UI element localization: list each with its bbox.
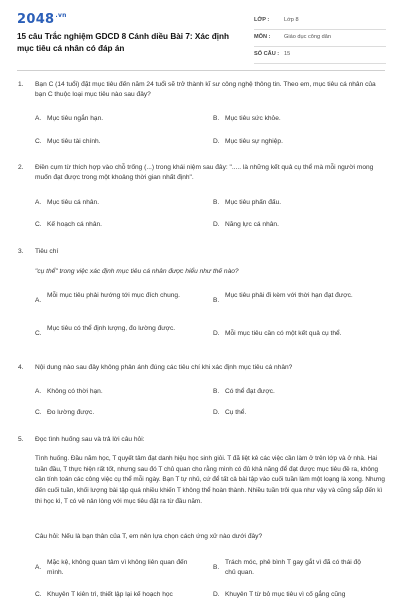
question-subtext: "cụ thể" trong việc xác định mục tiêu cá nhân được hiểu như thế nào? <box>35 268 239 275</box>
page-title: 15 câu Trắc nghiệm GDCD 8 Cánh diều Bài 7: Xác định mục tiêu cá nhân có đáp án <box>17 32 230 53</box>
option-text: Cụ thể. <box>225 409 247 416</box>
option-text: Mục tiêu ngắn hạn. <box>47 115 104 122</box>
option-text: Mỗi mục tiêu phải hướng tới mục đích chung. <box>47 292 180 299</box>
option-text: Đo lường được. <box>47 409 95 416</box>
option-text: Không có thời hạn. <box>47 388 103 395</box>
question-text: Bạn C (14 tuổi) đặt mục tiêu đến năm 24 tuổi sẽ trở thành kĩ sư công nghệ thông tin. Theo em, mục tiêu cá nhân của bạn C thuộc loại mục tiêu nào sau đây? <box>35 81 376 98</box>
option-text: Mục tiêu cá nhân. <box>47 199 100 206</box>
option-text: Mỗi mục tiêu cần có một kết quả cụ thể. <box>225 330 342 337</box>
meta-row-subject <box>254 30 386 47</box>
situation-question: Câu hỏi: Nếu là bạn thân của T, em nên lựa chọn cách ứng xử nào dưới đây? <box>35 533 263 540</box>
meta-row-class <box>254 13 386 30</box>
option-text: Khuyên T kiên trì, thiết lập lại kế hoạch học <box>47 591 173 598</box>
site-logo[interactable]: $2048^{.vn}$ <box>17 12 67 27</box>
option-label: D. <box>213 330 220 337</box>
option-text: Mục tiêu phải đi kèm với thời hạn đạt được. <box>225 292 353 299</box>
option-label: B. <box>213 388 220 395</box>
option-label: B. <box>213 297 220 304</box>
option-text: Trách móc, phê bình T gay gắt vì đã có thái độ chủ quan. <box>225 559 361 576</box>
option-text: Mục tiêu phấn đấu. <box>225 199 282 206</box>
question-number: 2. <box>18 164 24 171</box>
option-text: Mục tiêu sức khỏe. <box>225 115 281 122</box>
option-label: D. <box>213 409 220 416</box>
meta-value: Giáo dục công dân <box>284 34 331 40</box>
option-label: A. <box>35 388 42 395</box>
option-label: B. <box>213 564 220 571</box>
option-label: C. <box>35 409 42 416</box>
option-label: A. <box>35 115 42 122</box>
option-text: Năng lực cá nhân. <box>225 221 279 228</box>
option-text: Mục tiêu có thể định lượng, đo lường được. <box>47 325 176 332</box>
option-label: A. <box>35 199 42 206</box>
option-label: B. <box>213 115 220 122</box>
option-label: C. <box>35 221 42 228</box>
question-text: Điền cụm từ thích hợp vào chỗ trống (...) trong khái niệm sau đây: "..... là những kết quả cụ thể mà mỗi người mong muốn đạt được trong một khoảng thời gian nhất định". <box>35 164 374 181</box>
option-label: B. <box>213 199 220 206</box>
option-label: A. <box>35 564 42 571</box>
header-divider <box>17 70 385 71</box>
option-text: Có thể đạt được. <box>225 388 275 395</box>
option-text: Kế hoạch cá nhân. <box>47 221 102 228</box>
question-text: Đọc tình huống sau và trả lời câu hỏi: <box>35 436 145 443</box>
question-number: 1. <box>18 81 24 88</box>
question-number: 5. <box>18 436 24 443</box>
option-text: Mặc kệ, không quan tâm vì không liên quan đến mình. <box>47 559 188 576</box>
option-label: C. <box>35 330 42 337</box>
meta-label: LỚP : <box>254 17 270 23</box>
meta-label: MÔN : <box>254 34 271 40</box>
question-text: Nội dung nào sau đây không phản ánh đúng các tiêu chí khi xác định mục tiêu cá nhân? <box>35 364 293 371</box>
meta-row-count <box>254 47 386 64</box>
option-text: Khuyên T từ bỏ mục tiêu vì cố gắng cũng <box>225 591 346 598</box>
meta-value: 15 <box>284 51 291 57</box>
question-text: Tiêu chí <box>35 248 59 255</box>
option-label: C. <box>35 591 42 598</box>
option-label: C. <box>35 138 42 145</box>
header <box>0 0 400 66</box>
question-number: 3. <box>18 248 24 255</box>
situation-passage: Tình huống. Đầu năm học, T quyết tâm đạt danh hiệu học sinh giỏi. T đã liệt kê các việc cần làm ở trên lớp và ở nhà. Hai tuần đầu, T thực hiện rất tốt, nhưng sau đó T chủ quan cho rằng mình có đủ khả năng để đạt được mục tiêu đề ra, không cần tính toán các công việc cụ thể mỗi ngày. Bạn T tự nhủ, cứ để tất cả bài tập vào cuối tuần làm một loạng là xong. Nhưng đến cuối tuần, khối lượng bài tập quá nhiều khiến T không thể hoàn thành. Nhiều tuần trôi qua như vậy và cũng sắp đến kì thi học kì, T có vẻ nản lòng với mục tiêu đặt ra từ đầu năm. <box>35 455 385 505</box>
option-label: D. <box>213 221 220 228</box>
meta-label: SỐ CÂU : <box>254 51 280 57</box>
option-label: D. <box>213 138 220 145</box>
option-label: D. <box>213 591 220 598</box>
option-label: A. <box>35 297 42 304</box>
meta-table <box>254 13 386 64</box>
option-text: Mục tiêu sự nghiệp. <box>225 138 283 145</box>
question-number: 4. <box>18 364 24 371</box>
meta-value: Lớp 8 <box>284 17 299 23</box>
option-text: Mục tiêu tài chính. <box>47 138 101 145</box>
